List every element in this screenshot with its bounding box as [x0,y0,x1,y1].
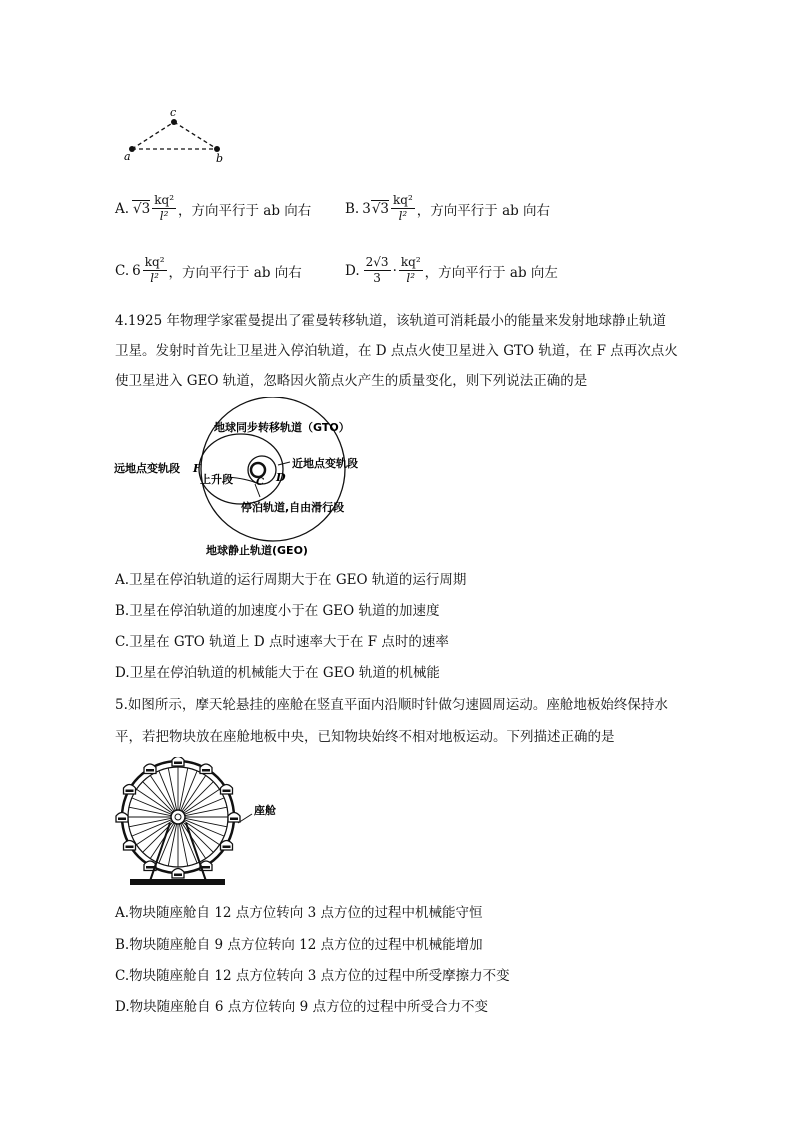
q4-stem-line-1: 4.1925 年物理学家霍曼提出了霍曼转移轨道，该轨道可消耗最小的能量来发射地球静止轨道 [115,313,667,329]
fraction-denominator: l² [406,271,416,285]
orbit-figure [110,397,390,562]
q5-option-a[interactable]: A.物块随座舱自 12 点方位转向 3 点方位的过程中机械能守恒 [115,905,483,921]
fraction-numerator: kq² [144,255,165,269]
q3-option-c[interactable] [115,255,302,286]
option-root: √3 [371,201,390,217]
q5-option-c[interactable]: C.物块随座舱自 12 点方位转向 3 点方位的过程中所受摩擦力不变 [115,968,510,984]
fraction-denominator: l² [159,209,169,223]
ferris-wheel-figure [110,757,310,892]
F-label: F [193,462,201,475]
near-pointer [278,462,290,465]
gto-label: 地球同步转移轨道（GTO） [214,421,350,434]
q4-option-c[interactable]: C.卫星在 GTO 轨道上 D 点时速率大于在 F 点时的速率 [115,634,449,650]
cabin [144,764,156,774]
fraction-numerator: kq² [154,193,175,207]
cabin [172,757,184,766]
cabin [200,764,212,774]
q3-option-d[interactable] [345,255,558,286]
q4-stem-line-3: 使卫星进入 GEO 轨道，忽略因火箭点火产生的质量变化，则下列说法正确的是 [115,373,588,389]
cabin [172,869,184,879]
cabin [124,785,136,795]
option-text: ，方向平行于 ab 向右 [178,202,312,219]
cabin [124,841,136,851]
q5-stem-line-1: 5.如图所示，摩天轮悬挂的座舱在竖直平面内沿顺时针做匀速圆周运动。座舱地板始终保持水 [115,697,668,713]
cabin [220,841,232,851]
q4-option-d[interactable]: D.卫星在停泊轨道的机械能大于在 GEO 轨道的机械能 [115,665,440,681]
q3-option-b[interactable] [345,193,550,224]
option-coef-fraction [364,255,391,286]
fraction-numerator: kq² [393,193,413,207]
q4-option-a[interactable]: A.卫星在停泊轨道的运行周期大于在 GEO 轨道的运行周期 [115,572,467,588]
option-fraction [152,193,176,224]
wheel-hub [171,810,185,824]
option-fraction [143,255,167,286]
cabin [228,813,240,823]
far-label: 远地点变轨段 [114,462,180,475]
label-c: c [170,106,177,119]
geo-label: 地球静止轨道(GEO) [206,544,308,557]
cabin [116,813,128,823]
coef-numerator: 2√3 [365,255,389,269]
option-text: ，方向平行于 ab 向左 [424,264,558,281]
coef-denominator: 3 [373,271,381,285]
option-letter: A. [115,200,130,217]
option-text: ，方向平行于 ab 向右 [416,202,551,219]
parking-label: 停泊轨道,自由滑行段 [241,501,345,514]
q5-option-d[interactable]: D.物块随座舱自 6 点方位转向 9 点方位的过程中所受合力不变 [115,999,488,1015]
cabin-label: 座舱 [254,804,276,817]
near-label: 近地点变轨段 [292,457,358,470]
earth [251,463,265,477]
option-fraction [399,255,423,286]
q5-option-b[interactable]: B.物块随座舱自 9 点方位转向 12 点方位的过程中机械能增加 [115,937,483,953]
option-dot: · [392,262,397,279]
wheel-base [130,879,225,885]
option-fraction [391,193,415,224]
rise-label: 上升段 [200,473,233,486]
cabin [220,785,232,795]
option-root: √3 [133,201,151,217]
option-text: ，方向平行于 ab 向右 [168,264,302,281]
option-letter: C. [115,262,130,279]
q4-stem-line-2: 卫星。发射时首先让卫星进入停泊轨道，在 D 点点火使卫星进入 GTO 轨道，在 F 点再次点火 [115,343,678,359]
fraction-denominator: l² [150,271,159,285]
option-coef: 3 [362,200,371,217]
option-letter: D. [345,262,360,279]
gto-orbit [199,434,283,504]
q4-option-b[interactable]: B.卫星在停泊轨道的加速度小于在 GEO 轨道的加速度 [115,603,440,619]
label-a: a [124,150,131,163]
option-letter: B. [345,200,360,217]
q3-option-a[interactable] [115,193,311,224]
q5-stem-line-2: 平，若把物块放在座舱地板中央，已知物块始终不相对地板运动。下列描述正确的是 [115,729,615,745]
label-b: b [216,152,224,165]
option-coef: 6 [132,262,141,279]
fraction-numerator: kq² [400,255,421,269]
triangle-figure [115,105,235,170]
D-label: D [276,471,286,484]
fraction-denominator: l² [398,209,408,223]
C-label: C [256,477,264,488]
